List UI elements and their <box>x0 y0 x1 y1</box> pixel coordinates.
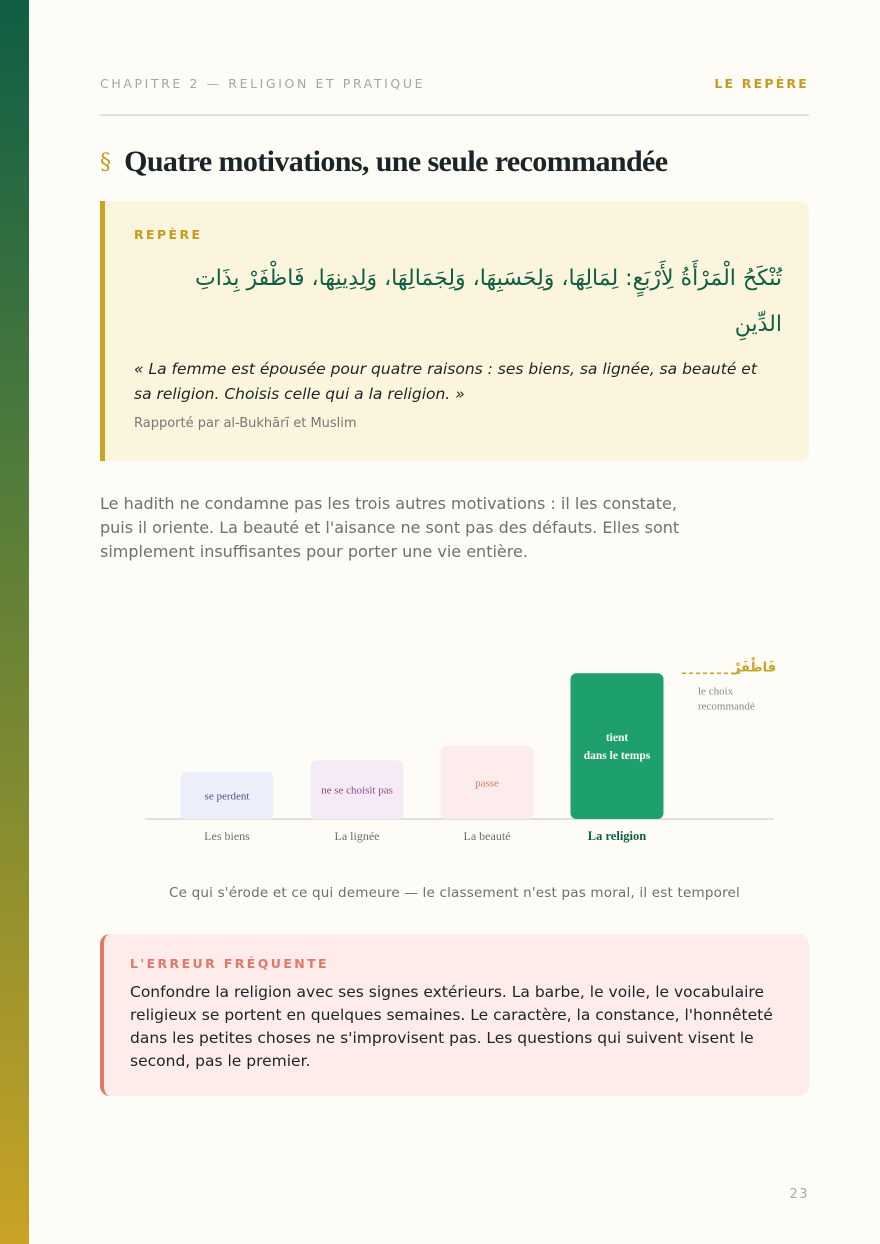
chart-bar-label: tient <box>605 732 629 745</box>
decorative-side-bar <box>0 0 29 1244</box>
chart-category-label: La religion <box>587 829 647 843</box>
chart-svg <box>100 640 809 860</box>
hadith-translation: « La femme est épousée pour quatre raisons : ses biens, sa lignée, sa beauté et sa religion. Choisis celle qui a la religion. » <box>134 360 757 403</box>
chart-category-label: Les biens <box>204 829 250 843</box>
chart-bar-label: se perdent <box>204 790 250 803</box>
error-label: L'ERREUR FRÉQUENTE <box>130 956 329 971</box>
section-heading <box>100 145 668 179</box>
repere-label: REPÈRE <box>134 227 203 242</box>
chart-bar-label: dans le temps <box>583 750 651 763</box>
error-text: Confondre la religion avec ses signes extérieurs. La barbe, le voile, le vocabulaire religieux se portent en quelques semaines. Le caractère, la constance, l'honnêteté dans les petites choses ne s'improvisent pas. Les questions qui suivent visent le second, pas le premier. <box>130 983 773 1070</box>
running-header <box>100 76 809 116</box>
annotation-arabic: فَاظْفَرْ <box>732 660 776 676</box>
chart-category-label: La beauté <box>463 829 511 843</box>
annotation-text: recommandé <box>698 700 755 713</box>
chart-bar-label: ne se choisit pas <box>321 784 393 797</box>
section-title-text: Quatre motivations, une seule recommandée <box>124 145 668 178</box>
frequent-error-callout <box>100 934 809 1096</box>
repere-callout <box>100 201 809 461</box>
hadith-source: Rapporté par al-Bukhārī et Muslim <box>134 416 357 431</box>
chart-bar-4 <box>571 673 664 819</box>
chart-category-label: La lignée <box>334 829 380 843</box>
hadith-arabic-text: تُنْكَحُ الْمَرْأَةُ لِأَرْبَعٍ: لِمَالِهَا، وَلِحَسَبِهَا، وَلِجَمَالِهَا، وَلِدِينِهَا، فَاظْفَرْ بِذَاتِ الدِّينِ <box>195 266 782 337</box>
section-tag: LE REPÈRE <box>714 76 809 91</box>
intro-paragraph: Le hadith ne condamne pas les trois autres motivations : il les constate, puis il oriente. La beauté et l'aisance ne sont pas des défauts. Elles sont simplement insuffisantes pour porter une vie entière. <box>100 494 680 561</box>
annotation-text: le choix <box>698 685 734 698</box>
section-sign-icon: § <box>100 150 111 175</box>
motivations-chart <box>100 640 809 860</box>
page-number: 23 <box>789 1187 809 1202</box>
chart-bar-label: passe <box>475 777 499 790</box>
chapter-title: CHAPITRE 2 — RELIGION ET PRATIQUE <box>100 76 426 91</box>
chart-caption: Ce qui s'érode et ce qui demeure — le classement n'est pas moral, il est temporel <box>168 885 741 901</box>
